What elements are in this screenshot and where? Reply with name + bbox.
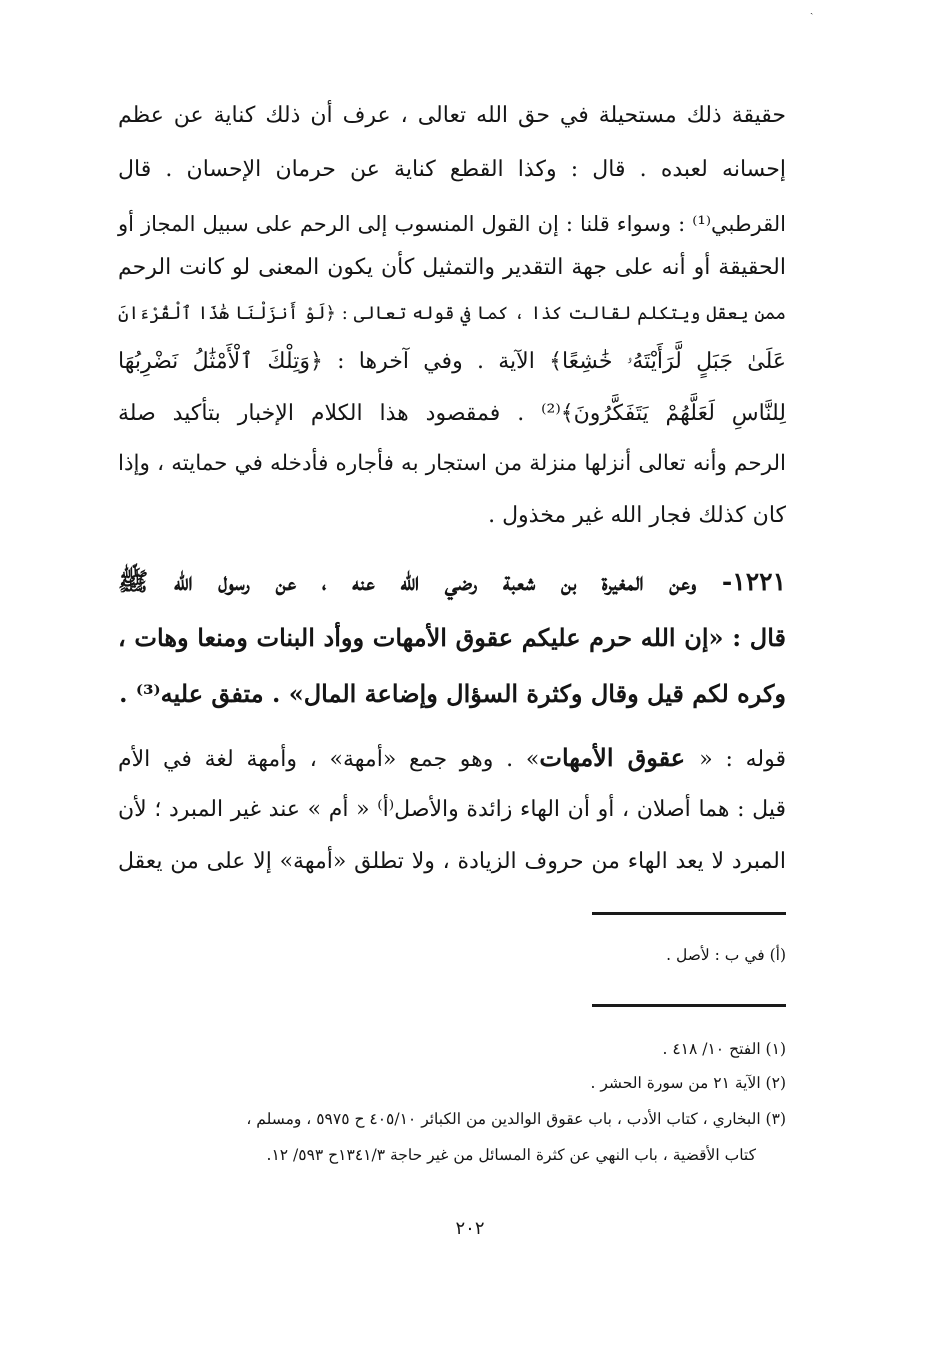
body-line-5: ممن يعقل ويتكلم لقالت كذا ، كما في قوله تعالى : ﴿لَوْ أَنزَلْنَا هَٰذَا ٱلْقُرْءَانَ — [118, 303, 786, 324]
footnote-3: (٣) البخاري ، كتاب الأدب ، باب عقوق الوالدين من الكبائر ٤٠٥/١٠ ح ٥٩٧٥ ، ومسلم ، — [246, 1110, 786, 1128]
page-number: ٢٠٢ — [455, 1218, 485, 1239]
corner-mark: ˎ — [810, 4, 814, 15]
body-line-8: الرحم وأنه تعالى أنزلها منزلة من استجار به فأجاره فأدخله في حمايته ، وإذا — [118, 451, 786, 476]
footnote-separator-1 — [592, 912, 786, 915]
body-line-4: الحقيقة أو أنه على جهة التقدير والتمثيل كأن يكون المعنى لو كانت الرحم — [118, 255, 786, 280]
body-line-2: إحسانه لعبده . قال : وكذا القطع كناية عن حرمان الإحسان . قال — [118, 157, 786, 182]
body-line-7: لِلنَّاسِ لَعَلَّهُمْ يَتَفَكَّرُونَ﴾⁽²⁾ . فمقصود هذا الكلام الإخبار بتأكيد صلة — [118, 401, 786, 426]
commentary-prefix: قوله : « — [699, 747, 786, 772]
body-line-1: حقيقة ذلك مستحيلة في حق الله تعالى ، عرف أن ذلك كناية عن عظم — [118, 103, 786, 128]
body-line-6: عَلَىٰ جَبَلٍ لَّرَأَيْتَهُۥ خَٰشِعًا﴾ الآية . وفي آخرها : ﴿وَتِلْكَ ٱلْأَمْثَٰلُ نَضْرِبُهَا — [118, 349, 786, 374]
commentary-line-2: قيل : هما أصلان ، أو أن الهاء زائدة والأصل⁽أ⁾ « أم » عند غير المبرد ؛ لأن — [118, 797, 786, 822]
commentary-term: عقوق الأمهات — [539, 743, 700, 772]
hadith-line-1: ١٢٢١- وعن المغيرة بن شعبة رضي الله عنه ، عن رسول الله ﷺ — [118, 567, 786, 596]
hadith-line-2: قال : «إن الله حرم عليكم عقوق الأمهات ووأد البنات ومنعا وهات ، — [118, 623, 786, 652]
footnote-3-continued: كتاب الأقضية ، باب النهي عن كثرة المسائل من غير حاجة ١٣٤١/٣ح ٥٩٣/ ١٢. — [266, 1146, 756, 1164]
apparatus-note: (أ) في ب : لأصل . — [666, 946, 786, 964]
body-line-3: القرطبي⁽¹⁾ : وسواء قلنا : إن القول المنسوب إلى الرحم على سبيل المجاز أو — [118, 212, 786, 236]
footnote-2: (٢) الآية ٢١ من سورة الحشر . — [590, 1074, 786, 1092]
footnote-separator-2 — [592, 1004, 786, 1007]
commentary-line-3: المبرد لا يعد الهاء من حروف الزيادة ، ولا تطلق «أمهة» إلا على من يعقل — [118, 849, 786, 874]
hadith-line-3: وكره لكم قيل وقال وكثرة السؤال وإضاعة المال» . متفق عليه⁽³⁾ . — [119, 679, 786, 708]
footnote-1: (١) الفتح ١٠/ ٤١٨ . — [662, 1040, 786, 1058]
commentary-suffix: » . وهو جمع «أمهة» ، وأمهة لغة في الأم — [118, 747, 540, 772]
body-line-9: كان كذلك فجار الله غير مخذول . — [488, 503, 786, 528]
commentary-line-1 — [118, 738, 786, 780]
